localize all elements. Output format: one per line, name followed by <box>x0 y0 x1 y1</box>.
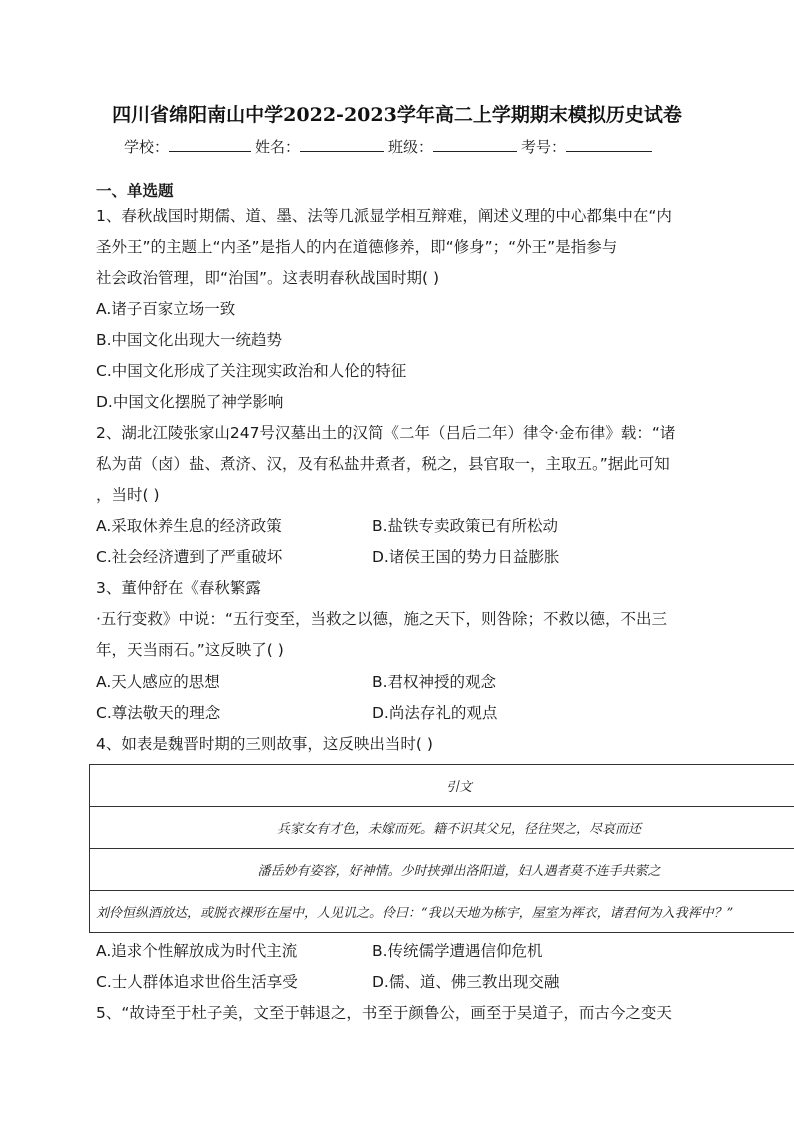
q3-option-c[interactable]: C.尊法敬天的理念 <box>96 704 221 722</box>
number-label: 考号： <box>521 138 567 156</box>
table-cell: 刘伶恒纵酒放达，或脱衣裸形在屋中，人见讥之。伶曰：“我以天地为栋宇，屋室为裈衣，诸君何为入我裈中？” <box>90 891 794 933</box>
q4-option-c[interactable]: C.士人群体追求世俗生活享受 <box>96 973 298 991</box>
q1-option-b[interactable]: B.中国文化出现大一统趋势 <box>96 331 283 349</box>
q4-option-a[interactable]: A.追求个性解放成为时代主流 <box>96 942 298 960</box>
name-label: 姓名： <box>255 138 301 156</box>
class-field[interactable] <box>433 137 517 152</box>
q2-stem-line: ，当时( ) <box>96 486 160 504</box>
table-row <box>90 891 794 933</box>
class-label: 班级： <box>388 138 434 156</box>
school-label: 学校： <box>124 138 170 156</box>
table-row <box>90 807 794 849</box>
table-row <box>90 765 794 807</box>
name-field[interactable] <box>300 137 384 152</box>
q1-stem-line: 1、春秋战国时期儒、道、墨、法等几派显学相互辩难，阐述义理的中心都集中在“内 <box>96 207 672 225</box>
q1-option-a[interactable]: A.诸子百家立场一致 <box>96 300 236 318</box>
table-cell: 兵家女有才色，未嫁而死。籍不识其父兄，径往哭之，尽哀而还 <box>90 807 794 849</box>
student-info-row <box>124 136 656 157</box>
table-row <box>90 849 794 891</box>
q2-option-d[interactable]: D.诸侯王国的势力日益膨胀 <box>372 548 560 566</box>
q4-option-b[interactable]: B.传统儒学遭遇信仰危机 <box>372 942 543 960</box>
q2-stem-line: 2、湖北江陵张家山247号汉墓出土的汉简《二年（吕后二年）律令·金布律》载：“诸 <box>96 424 676 442</box>
page-title: 四川省绵阳南山中学2022-2023学年高二上学期期末模拟历史试卷 <box>112 104 682 126</box>
q2-option-c[interactable]: C.社会经济遭到了严重破坏 <box>96 548 283 566</box>
table-cell: 潘岳妙有姿容，好神情。少时挟弹出洛阳道，妇人遇者莫不连手共萦之 <box>90 849 794 891</box>
q2-stem-line: 私为苗（卤）盐、煮济、汉，及有私盐井煮者，税之，县官取一，主取五。”据此可知 <box>96 455 670 473</box>
number-field[interactable] <box>566 137 652 152</box>
table-header-cell: 引文 <box>90 765 794 807</box>
school-field[interactable] <box>169 137 251 152</box>
q2-option-a[interactable]: A.采取休养生息的经济政策 <box>96 517 282 535</box>
quote-table <box>89 764 794 933</box>
q3-stem-line: ·五行变救》中说：“五行变至，当救之以德，施之天下，则咎除；不救以德，不出三 <box>96 610 667 628</box>
q2-option-b[interactable]: B.盐铁专卖政策已有所松动 <box>372 517 559 535</box>
q1-option-d[interactable]: D.中国文化摆脱了神学影响 <box>96 393 284 411</box>
q1-stem-line: 圣外王”的主题上“内圣”是指人的内在道德修养，即“修身”；“外王”是指参与 <box>96 238 618 256</box>
q3-stem-line: 年，天当雨石。”这反映了( ) <box>96 641 284 659</box>
q3-option-b[interactable]: B.君权神授的观念 <box>372 673 497 691</box>
q1-option-c[interactable]: C.中国文化形成了关注现实政治和人伦的特征 <box>96 362 407 380</box>
q4-option-d[interactable]: D.儒、道、佛三教出现交融 <box>372 973 560 991</box>
q5-stem-line: 5、“故诗至于杜子美，文至于韩退之，书至于颜鲁公，画至于吴道子，而古今之变天 <box>96 1004 672 1022</box>
q3-option-a[interactable]: A.天人感应的思想 <box>96 673 220 691</box>
q3-option-d[interactable]: D.尚法存礼的观点 <box>372 704 498 722</box>
section-heading: 一、单选题 <box>96 182 174 200</box>
q1-stem-line: 社会政治管理，即“治国”。这表明春秋战国时期( ) <box>96 269 440 287</box>
q3-stem-line: 3、董仲舒在《春秋繁露 <box>96 579 261 597</box>
q4-stem-line: 4、如表是魏晋时期的三则故事，这反映出当时( ) <box>96 735 433 753</box>
